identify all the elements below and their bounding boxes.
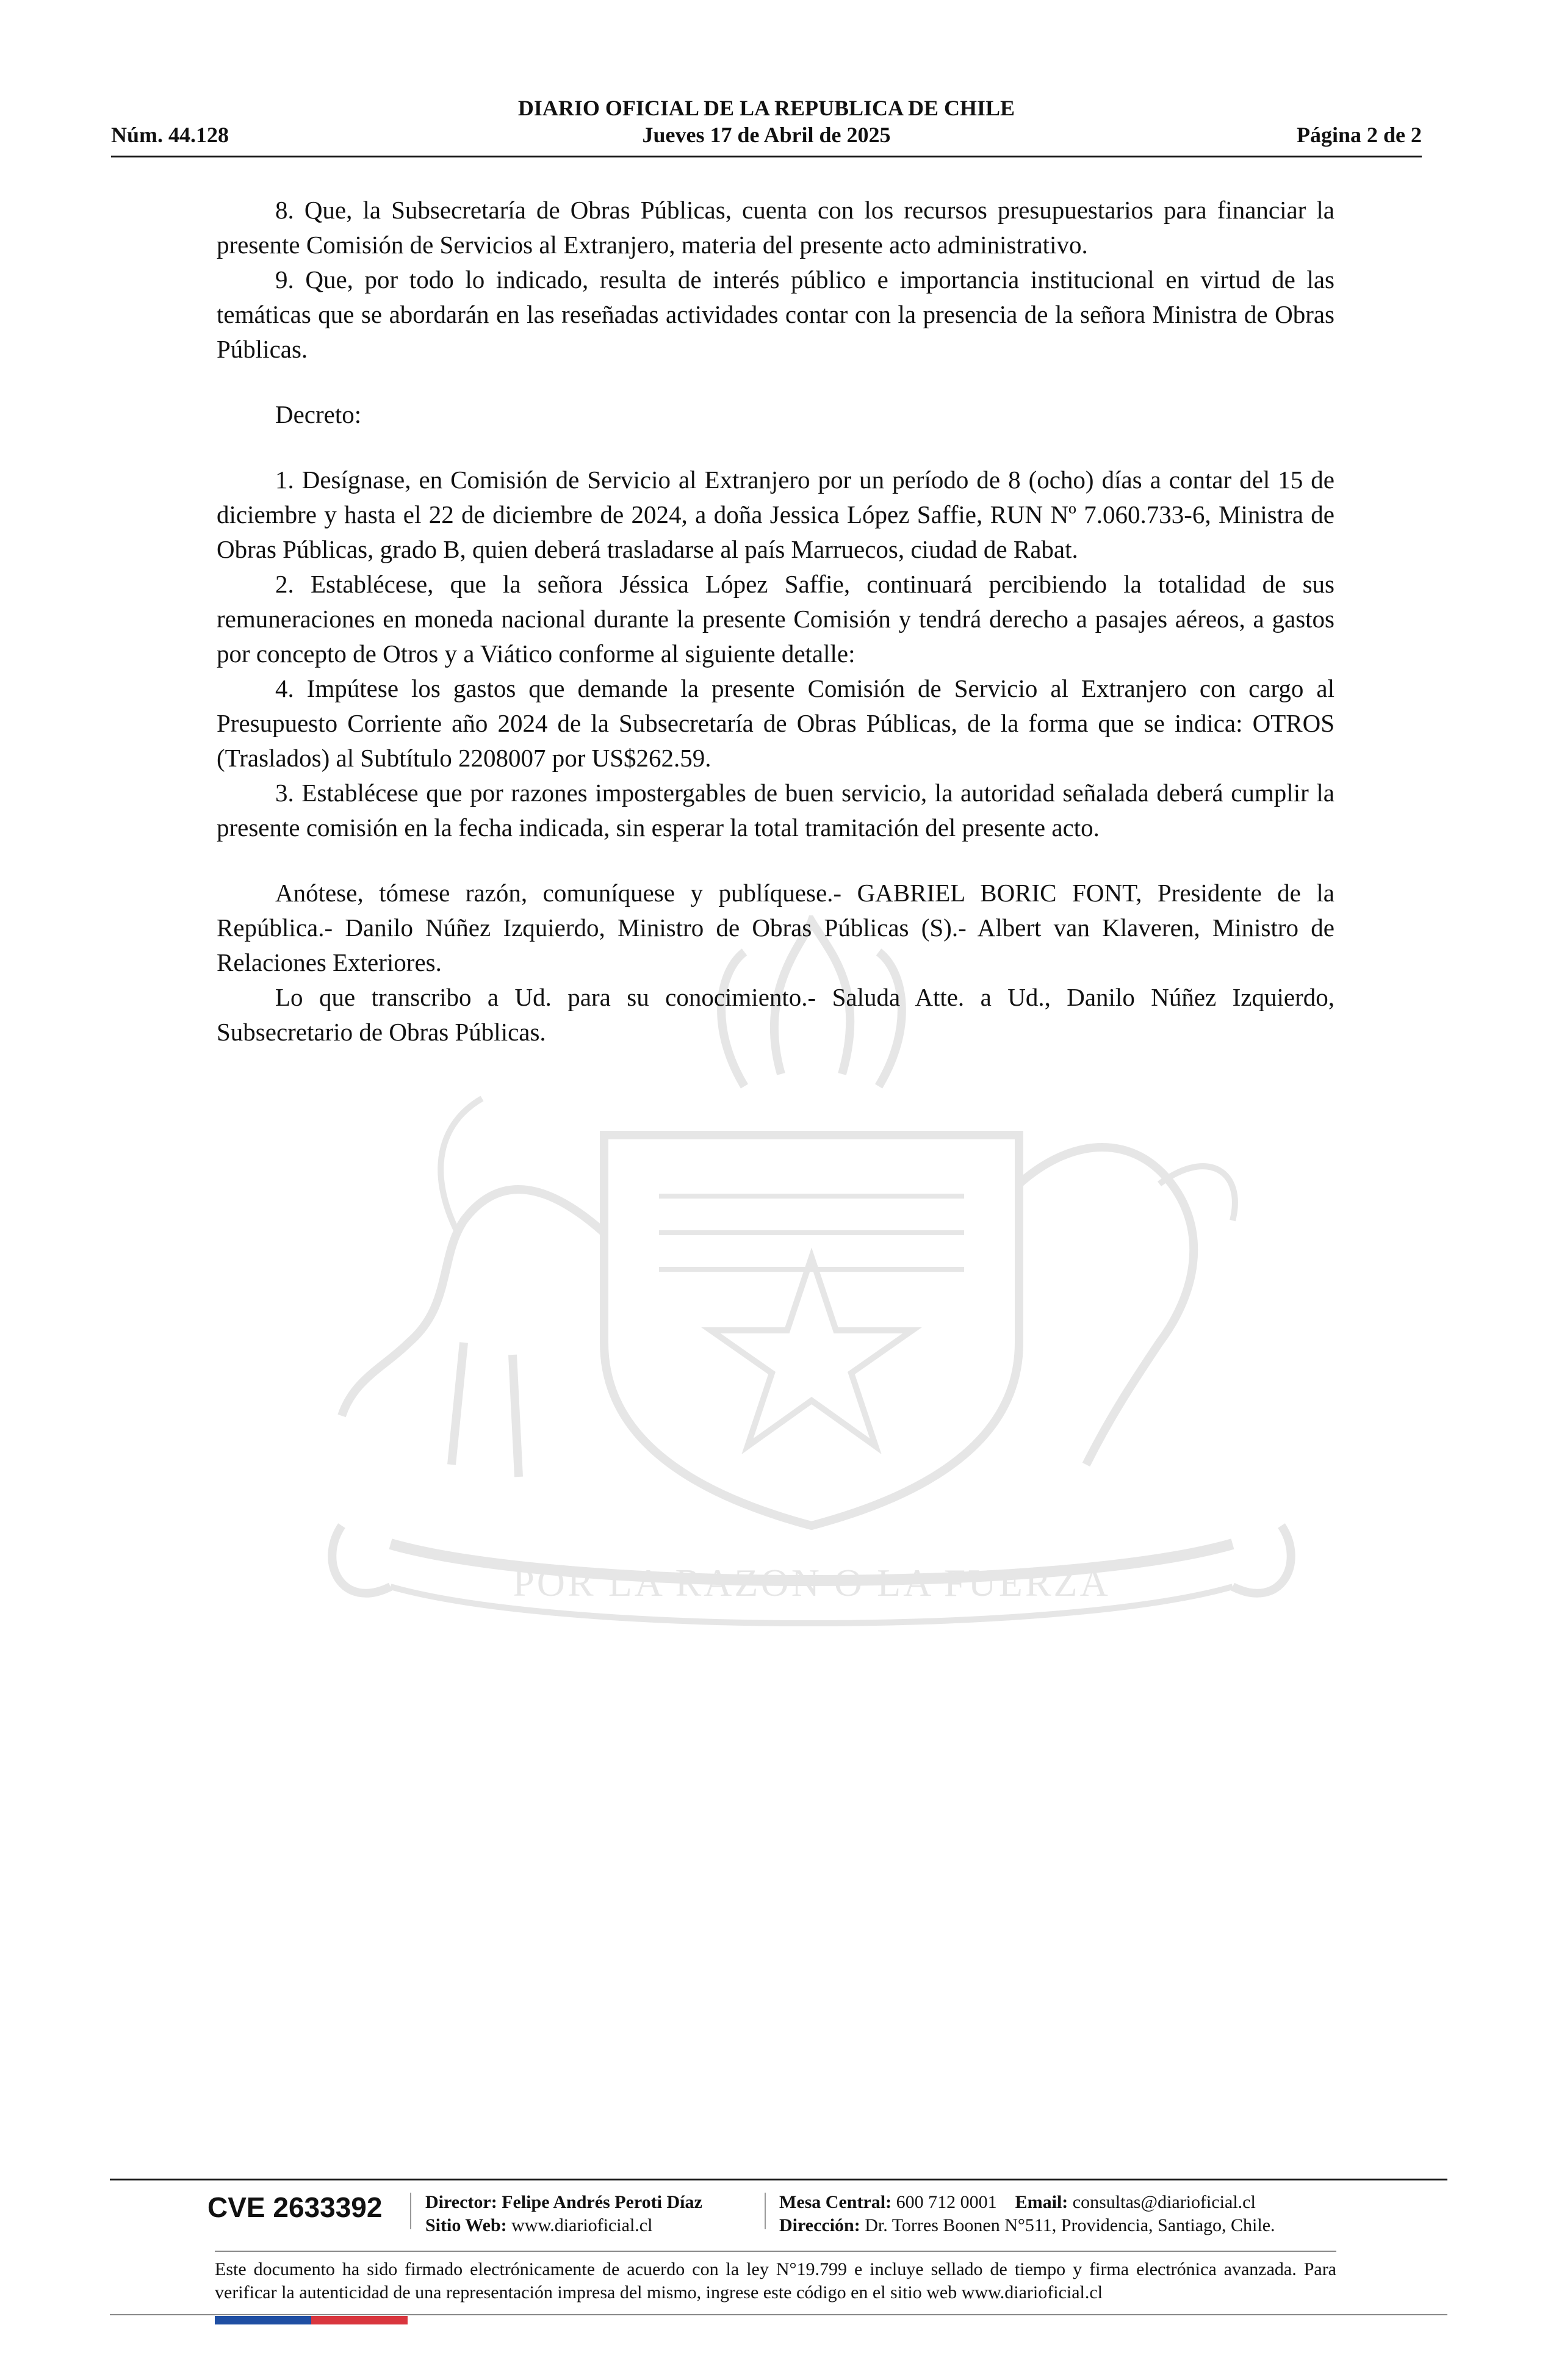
issue-date: Jueves 17 de Abril de 2025 — [642, 123, 891, 147]
footer-divider-top — [110, 2179, 1447, 2180]
director-name: Felipe Andrés Peroti Díaz — [502, 2192, 702, 2212]
flag-stripe — [215, 2316, 408, 2324]
watermark-motto: POR LA RAZON O LA FUERZA — [513, 1561, 1111, 1604]
site-label: Sitio Web: — [425, 2215, 507, 2235]
decree-item-3: 3. Establécese que por razones impostergables de buen servicio, la autoridad señalada deberá cumplir la presente comisión en la fecha indicada, sin esperar la total tramitación del presente acto. — [217, 779, 1334, 842]
site-url[interactable]: www.diarioficial.cl — [511, 2215, 653, 2235]
address-label: Dirección: — [779, 2215, 860, 2235]
transcription-paragraph: Lo que transcribo a Ud. para su conocimiento.- Saluda Atte. a Ud., Danilo Núñez Izquierdo, Subsecretario de Obras Públicas. — [217, 983, 1334, 1046]
mesa-phone: 600 712 0001 — [896, 2192, 997, 2212]
address-text: Dr. Torres Boonen N°511, Providencia, Santiago, Chile. — [865, 2215, 1275, 2235]
email-label: Email: — [1015, 2192, 1068, 2212]
footer-separator — [765, 2193, 766, 2229]
publication-title: DIARIO OFICIAL DE LA REPUBLICA DE CHILE — [517, 96, 1015, 120]
paragraph-9: 9. Que, por todo lo indicado, resulta de interés público e importancia institucional en virtud de las temáticas que se abordarán en las reseñadas actividades contar con la presencia de la señora Ministra de Obras Públicas. — [217, 265, 1334, 363]
issue-number: Núm. 44.128 — [111, 123, 229, 147]
director-label: Director: — [425, 2192, 497, 2212]
header-divider — [111, 156, 1422, 157]
email-address[interactable]: consultas@diarioficial.cl — [1072, 2192, 1256, 2212]
decree-body — [217, 193, 1334, 1050]
decree-item-4: 4. Impútese los gastos que demande la presente Comisión de Servicio al Extranjero con cargo al Presupuesto Corriente año 2024 de la Subsecretaría de Obras Públicas, de la forma que se indica: OTROS (Traslados) al Subtítulo 2208007 por US$262.59. — [217, 674, 1334, 772]
flag-red-stripe — [311, 2316, 408, 2324]
footer-director-block — [425, 2191, 702, 2237]
decreto-heading: Decreto: — [275, 400, 362, 428]
electronic-signature-notice: Este documento ha sido firmado electrónicamente de acuerdo con la ley N°19.799 e incluye sellado de tiempo y firma electrónica avanzada. Para verificar la autenticidad de una representación impresa del mismo, ingrese este código en el sitio web www.diarioficial.cl — [215, 2259, 1336, 2302]
footer-contact-block — [779, 2191, 1275, 2237]
mesa-label: Mesa Central: — [779, 2192, 892, 2212]
decree-item-1: 1. Desígnase, en Comisión de Servicio al Extranjero por un período de 8 (ocho) días a contar del 15 de diciembre y hasta el 22 de diciembre de 2024, a doña Jessica López Saffie, RUN Nº 7.060.733-6, Ministra de Obras Públicas, grado B, quien deberá trasladarse al país Marruecos, ciudad de Rabat. — [217, 466, 1334, 563]
page-number: Página 2 de 2 — [1296, 123, 1422, 147]
closing-paragraph: Anótese, tómese razón, comuníquese y publíquese.- GABRIEL BORIC FONT, Presidente de la República.- Danilo Núñez Izquierdo, Ministro de Obras Públicas (S).- Albert van Klaveren, Ministro de Relaciones Exteriores. — [217, 879, 1334, 976]
paragraph-8: 8. Que, la Subsecretaría de Obras Públicas, cuenta con los recursos presupuestarios para financiar la presente Comisión de Servicios al Extranjero, materia del presente acto administrativo. — [217, 196, 1334, 259]
footer-divider-bottom — [110, 2314, 1447, 2315]
flag-blue-stripe — [215, 2316, 311, 2324]
page-header — [111, 92, 1422, 159]
footer-divider-mid — [215, 2251, 1336, 2252]
footer-separator — [410, 2193, 411, 2229]
decree-item-2: 2. Establécese, que la señora Jéssica López Saffie, continuará percibiendo la totalidad de sus remuneraciones en moneda nacional durante la presente Comisión y tendrá derecho a pasajes aéreos, a gastos por concepto de Otros y a Viático conforme al siguiente detalle: — [217, 570, 1334, 668]
cve-code: CVE 2633392 — [207, 2191, 383, 2223]
